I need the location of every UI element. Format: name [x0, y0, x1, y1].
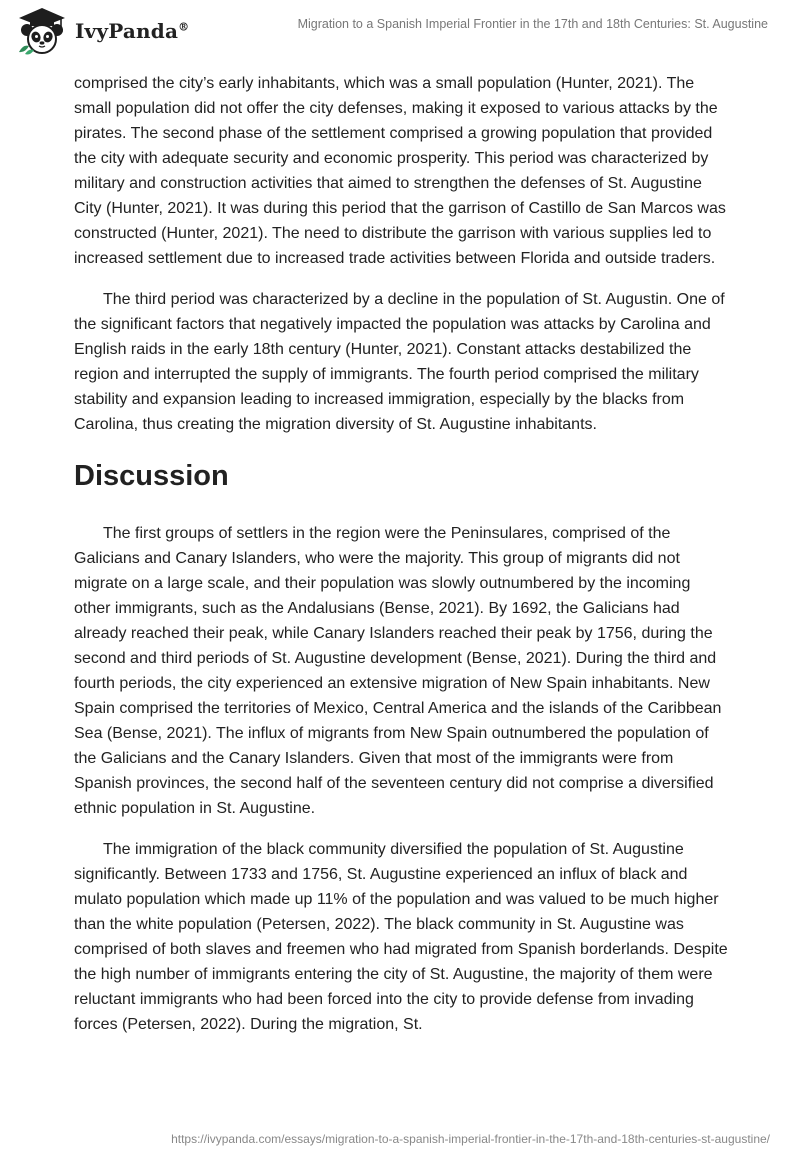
paragraph-1: comprised the city’s early inhabitants, which was a small population (Hunter, 2021). The small population did not offer the city defenses, making it exposed to various attacks by the pirates. The second phase of the settlement comprised a growing population that provided the city with adequate security and economic prosperity. This period was characterized by military and construction activities that aimed to strengthen the defenses of St. Augustine City (Hunter, 2021). It was during this period that the garrison of Castillo de San Marcos was constructed (Hunter, 2021). The need to distribute the garrison with various supplies led to increased settlement due to increased trade activities between Florida and outside traders.	[74, 75, 726, 267]
paragraph-2: The third period was characterized by a decline in the population of St. Augustin. One of the significant factors that negatively impacted the population was attacks by Carolina and English raids in the early 18th century (Hunter, 2021). Constant attacks destabilized the region and interrupted the supply of immigrants. The fourth period comprised the military stability and expansion leading to increased immigration, especially by the blacks from Carolina, thus creating the migration diversity of St. Augustine inhabitants.	[74, 291, 725, 433]
registered-mark: ®	[178, 20, 190, 34]
source-url[interactable]: https://ivypanda.com/essays/migration-to-a-spanish-imperial-frontier-in-the-17th-and-18th-centuries-st-augustine/	[171, 1132, 770, 1146]
essay-content	[74, 71, 728, 1053]
brand-name-text: IvyPanda	[75, 19, 179, 43]
document-title: Migration to a Spanish Imperial Frontier in the 17th and 18th Centuries: St. Augustine	[297, 17, 768, 31]
section-heading-discussion: Discussion	[74, 460, 229, 492]
ivypanda-logo[interactable]	[15, 6, 189, 56]
paragraph-3: The first groups of settlers in the region were the Peninsulares, comprised of the Galicians and Canary Islanders, who were the majority. This group of migrants did not migrate on a large scale, and their population was slowly outnumbered by the incoming other immigrants, such as the Andalusians (Bense, 2021). By 1692, the Galicians had already reached their peak, while Canary Islanders reached their peak by 1756, during the second and third periods of St. Augustine development (Bense, 2021). During the third and fourth periods, the city experienced an extensive migration of New Spain inhabitants. New Spain comprised the territories of Mexico, Central America and the islands of the Caribbean Sea (Bense, 2021). The influx of migrants from New Spain outnumbered the population of the Galicians and the Canary Islanders. Given that most of the immigrants were from Spanish provinces, the second half of the seventeen century did not comprise a diversified ethnic population in St. Augustine.	[74, 525, 722, 817]
page-header	[0, 0, 800, 60]
panda-graduate-icon	[15, 6, 69, 56]
brand-name	[75, 19, 189, 43]
paragraph-4: The immigration of the black community diversified the population of St. Augustine significantly. Between 1733 and 1756, St. Augustine experienced an influx of black and mulato population which made up 11% of the population and was valued to be much higher than the white population (Petersen, 2022). The black community in St. Augustine was comprised of both slaves and freemen who had migrated from Spanish borderlands. Despite the high number of immigrants entering the city of St. Augustine, the majority of them were reluctant immigrants who had been forced into the city to provide defense from invading forces (Petersen, 2022). During the migration, St.	[74, 841, 728, 1033]
